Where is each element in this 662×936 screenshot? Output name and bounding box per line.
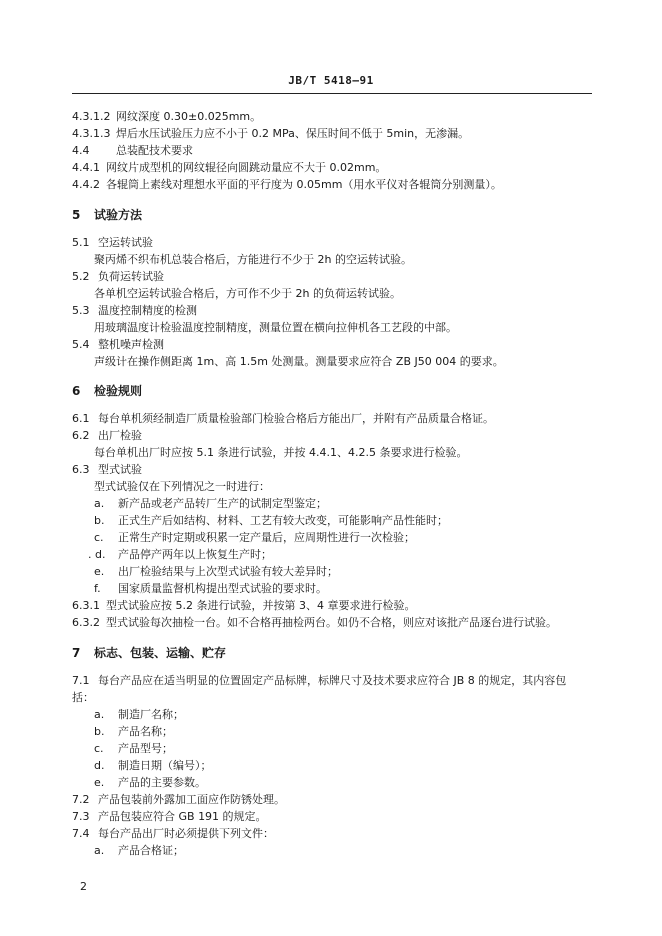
clause-number: 4.4.2 bbox=[72, 178, 100, 191]
clause-number: 6.3.2 bbox=[72, 616, 100, 629]
clause-number: 6.2 bbox=[72, 429, 90, 442]
clause-number: b. bbox=[94, 725, 105, 738]
clause-number: c. bbox=[94, 531, 104, 544]
clause-text: 声级计在操作侧距离 1m、高 1.5m 处测量。测量要求应符合 ZB J50 004 的要求。 bbox=[94, 355, 504, 368]
clause-text: 每台单机须经制造厂质量检验部门检验合格后方能出厂，并附有产品质量合格证。 bbox=[98, 412, 494, 425]
header-rule bbox=[72, 93, 592, 94]
clause-text: 产品的主要参数。 bbox=[118, 776, 206, 789]
clause-text: 标志、包装、运输、贮存 bbox=[94, 646, 227, 660]
clause-number: 4.4.1 bbox=[72, 161, 100, 174]
clause-text: 制造厂名称； bbox=[118, 708, 184, 721]
clause-number: f. bbox=[94, 582, 101, 595]
clause-text: 出厂检验结果与上次型式试验有较大差异时； bbox=[118, 565, 338, 578]
clause-text: 制造日期（编号）； bbox=[118, 759, 212, 772]
clause-number: 7.2 bbox=[72, 793, 90, 806]
clause-number: c. bbox=[94, 742, 104, 755]
clause-number: 4.4 bbox=[72, 144, 90, 157]
clause-text: 产品停产两年以上恢复生产时； bbox=[118, 548, 272, 561]
clause-text: 各辊筒上素线对理想水平面的平行度为 0.05mm（用水平仪对各辊筒分别测量）。 bbox=[106, 178, 502, 191]
clause-text: 空运转试验 bbox=[98, 236, 153, 249]
clause-number: 7.4 bbox=[72, 827, 90, 840]
clause-number: a. bbox=[94, 708, 105, 721]
clause-text: 负荷运转试验 bbox=[98, 270, 164, 283]
clause-number: 7.1 bbox=[72, 674, 90, 687]
clause-text: 正常生产时定期或积累一定产量后，应周期性进行一次检验； bbox=[118, 531, 415, 544]
clause-text: 型式试验每次抽检一台。如不合格再抽检两台。如仍不合格，则应对该批产品逐台进行试验。 bbox=[106, 616, 557, 629]
clause-text: 网纹深度 0.30±0.025mm。 bbox=[116, 110, 262, 123]
clause-text: 每台产品应在适当明显的位置固定产品标牌，标牌尺寸及技术要求应符合 JB 8 的规定，其内容包 bbox=[98, 674, 567, 687]
clause-text: 网纹片成型机的网纹辊径向圆跳动量应不大于 0.02mm。 bbox=[106, 161, 387, 174]
clause-number: e. bbox=[94, 776, 105, 789]
clause-number: 5 bbox=[72, 208, 81, 222]
clause-text: 国家质量监督机构提出型式试验的要求时。 bbox=[118, 582, 327, 595]
clause-text: 试验方法 bbox=[94, 208, 143, 222]
clause-number: a. bbox=[94, 497, 105, 510]
clause-text: 型式试验 bbox=[98, 463, 142, 476]
standard-code-header: JB/T 5418—91 bbox=[288, 74, 374, 87]
clause-number: d. bbox=[94, 759, 105, 772]
clause-text: 用玻璃温度计检验温度控制精度，测量位置在横向拉伸机各工艺段的中部。 bbox=[94, 321, 457, 334]
clause-number: . d. bbox=[88, 548, 106, 561]
clause-text: 出厂检验 bbox=[98, 429, 142, 442]
clause-text: 正式生产后如结构、材料、工艺有较大改变，可能影响产品性能时； bbox=[118, 514, 448, 527]
clause-text: 各单机空运转试验合格后，方可作不少于 2h 的负荷运转试验。 bbox=[94, 287, 401, 300]
clause-text: 总装配技术要求 bbox=[116, 144, 193, 157]
clause-text: 型式试验应按 5.2 条进行试验，并按第 3、4 章要求进行检验。 bbox=[106, 599, 416, 612]
clause-text: 整机噪声检测 bbox=[98, 338, 164, 351]
clause-number: 6 bbox=[72, 384, 81, 398]
clause-text: 新产品或老产品转厂生产的试制定型鉴定； bbox=[118, 497, 327, 510]
clause-number: 7 bbox=[72, 646, 81, 660]
clause-text: 聚丙烯不织布机总装合格后，方能进行不少于 2h 的空运转试验。 bbox=[94, 253, 412, 266]
clause-number: 6.3 bbox=[72, 463, 90, 476]
clause-number: e. bbox=[94, 565, 105, 578]
clause-text: 产品包装应符合 GB 191 的规定。 bbox=[98, 810, 267, 823]
clause-number: 5.1 bbox=[72, 236, 90, 249]
clause-text: 括： bbox=[72, 691, 94, 704]
clause-text: 产品型号； bbox=[118, 742, 173, 755]
clause-number: 6.1 bbox=[72, 412, 90, 425]
clause-number: b. bbox=[94, 514, 105, 527]
clause-number: 4.3.1.3 bbox=[72, 127, 111, 140]
clause-text: 温度控制精度的检测 bbox=[98, 304, 197, 317]
clause-number: 5.4 bbox=[72, 338, 90, 351]
clause-number: 7.3 bbox=[72, 810, 90, 823]
clause-number: 5.2 bbox=[72, 270, 90, 283]
clause-text: 检验规则 bbox=[94, 384, 143, 398]
clause-text: 产品名称； bbox=[118, 725, 173, 738]
clause-text: 每台产品出厂时必须提供下列文件： bbox=[98, 827, 274, 840]
clause-number: 6.3.1 bbox=[72, 599, 100, 612]
clause-text: 焊后水压试验压力应不小于 0.2 MPa、保压时间不低于 5min，无渗漏。 bbox=[116, 127, 470, 140]
clause-text: 产品合格证； bbox=[118, 844, 184, 857]
clause-text: 每台单机出厂时应按 5.1 条进行试验，并按 4.4.1、4.2.5 条要求进行检验。 bbox=[94, 446, 468, 459]
clause-number: 4.3.1.2 bbox=[72, 110, 111, 123]
clause-text: 型式试验仅在下列情况之一时进行： bbox=[94, 480, 270, 493]
clause-text: 产品包装前外露加工面应作防锈处理。 bbox=[98, 793, 285, 806]
clause-number: a. bbox=[94, 844, 105, 857]
clause-number: 5.3 bbox=[72, 304, 90, 317]
page-number: 2 bbox=[80, 880, 87, 893]
